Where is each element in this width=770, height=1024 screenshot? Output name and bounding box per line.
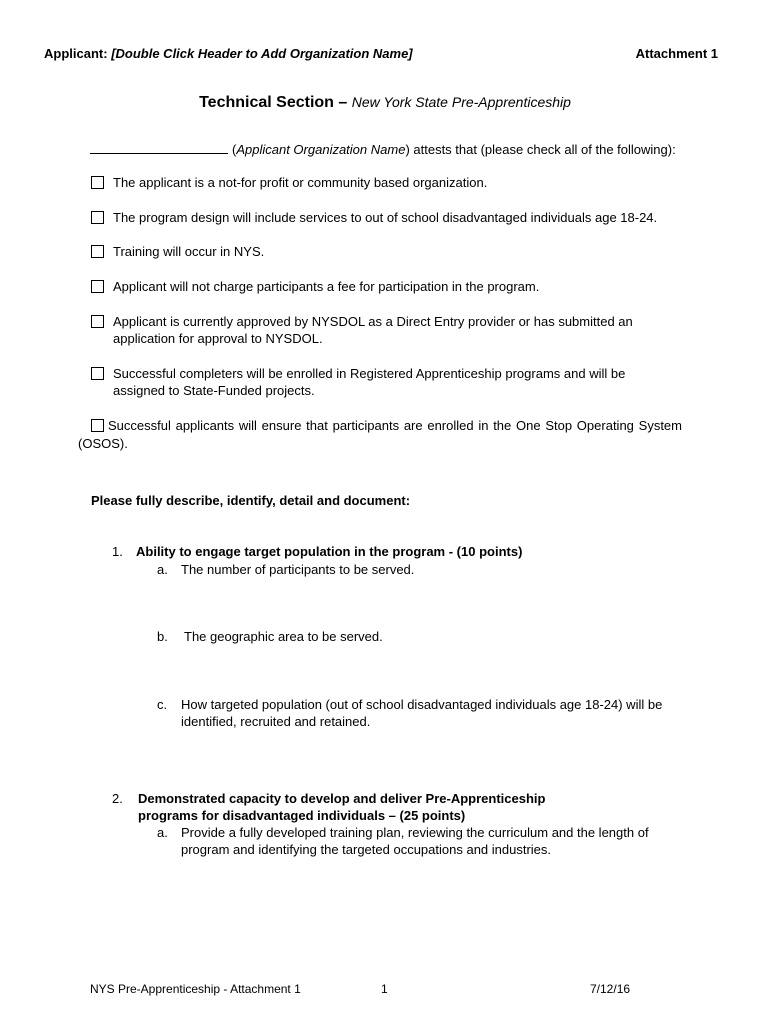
sub-question-text: Provide a fully developed training plan, reviewing the curriculum and the length of program and identifying the targeted occupations and industries.: [181, 825, 649, 857]
page-title: [0, 94, 770, 112]
checklist-item: [91, 278, 673, 295]
sub-question-text: The number of participants to be served.: [181, 562, 415, 577]
title-main: Technical Section –: [199, 94, 348, 111]
attachment-label: Attachment 1: [635, 46, 718, 61]
question-number: 2.: [112, 791, 123, 806]
checklist-item: [91, 209, 673, 226]
checklist-item-text: The applicant is a not-for profit or community based organization.: [113, 175, 488, 190]
checklist-item: [78, 417, 682, 452]
checklist-item-text: The program design will include services to out of school disadvantaged individuals age 18-24.: [113, 210, 658, 225]
checklist-item-text: Successful completers will be enrolled in Registered Apprenticeship programs and will be assigned to State-Funded projects.: [113, 366, 626, 398]
checkbox[interactable]: [91, 176, 104, 189]
checklist-item: [91, 313, 633, 347]
sub-question-letter: b.: [157, 629, 168, 644]
org-name-blank-field[interactable]: [90, 140, 228, 154]
sub-question-text: The geographic area to be served.: [184, 629, 383, 644]
footer-date: 7/12/16: [590, 982, 631, 996]
title-sub: New York State Pre-Apprenticeship: [351, 94, 571, 110]
footer-page-number: 1: [381, 982, 388, 996]
attestation-line: (Applicant Organization Name) attests that (please check all of the following):: [90, 140, 676, 157]
checkbox[interactable]: [91, 280, 104, 293]
question-number: 1.: [112, 544, 123, 559]
footer-left: NYS Pre-Apprenticeship - Attachment 1: [90, 982, 301, 996]
describe-heading: Please fully describe, identify, detail and document:: [91, 493, 411, 508]
sub-question-letter: a.: [157, 562, 168, 577]
checklist-item-text: Successful applicants will ensure that participants are enrolled in the One Stop Operating System (OSOS).: [78, 418, 682, 451]
checklist-item-text: Training will occur in NYS.: [113, 244, 265, 259]
question-title: Ability to engage target population in the program - (10 points): [136, 544, 523, 559]
checkbox[interactable]: [91, 367, 104, 380]
checklist-item: [91, 365, 673, 399]
checklist-item-text: Applicant is currently approved by NYSDOL as a Direct Entry provider or has submitted an application for approval to NYSDOL.: [113, 314, 633, 346]
applicant-org-placeholder[interactable]: [Double Click Header to Add Organization Name]: [111, 46, 413, 61]
checkbox[interactable]: [91, 245, 104, 258]
attest-text: attests that (please check all of the following):: [413, 142, 676, 157]
question-title: Demonstrated capacity to develop and deliver Pre-Apprenticeship programs for disadvantaged individuals – (25 points): [138, 791, 546, 823]
checklist-item-text: Applicant will not charge participants a fee for participation in the program.: [113, 279, 540, 294]
page-header-applicant: [44, 46, 413, 61]
sub-question-letter: c.: [157, 697, 168, 712]
org-name-placeholder: Applicant Organization Name: [236, 142, 406, 157]
sub-question-text: How targeted population (out of school disadvantaged individuals age 18-24) will be identified, recruited and retained.: [181, 697, 663, 729]
checkbox[interactable]: [91, 315, 104, 328]
checklist-item: [91, 174, 673, 191]
sub-question-letter: a.: [157, 825, 168, 840]
checkbox[interactable]: [91, 211, 104, 224]
checklist-item: [91, 243, 673, 260]
applicant-label: Applicant:: [44, 46, 108, 61]
checkbox[interactable]: [91, 419, 104, 432]
